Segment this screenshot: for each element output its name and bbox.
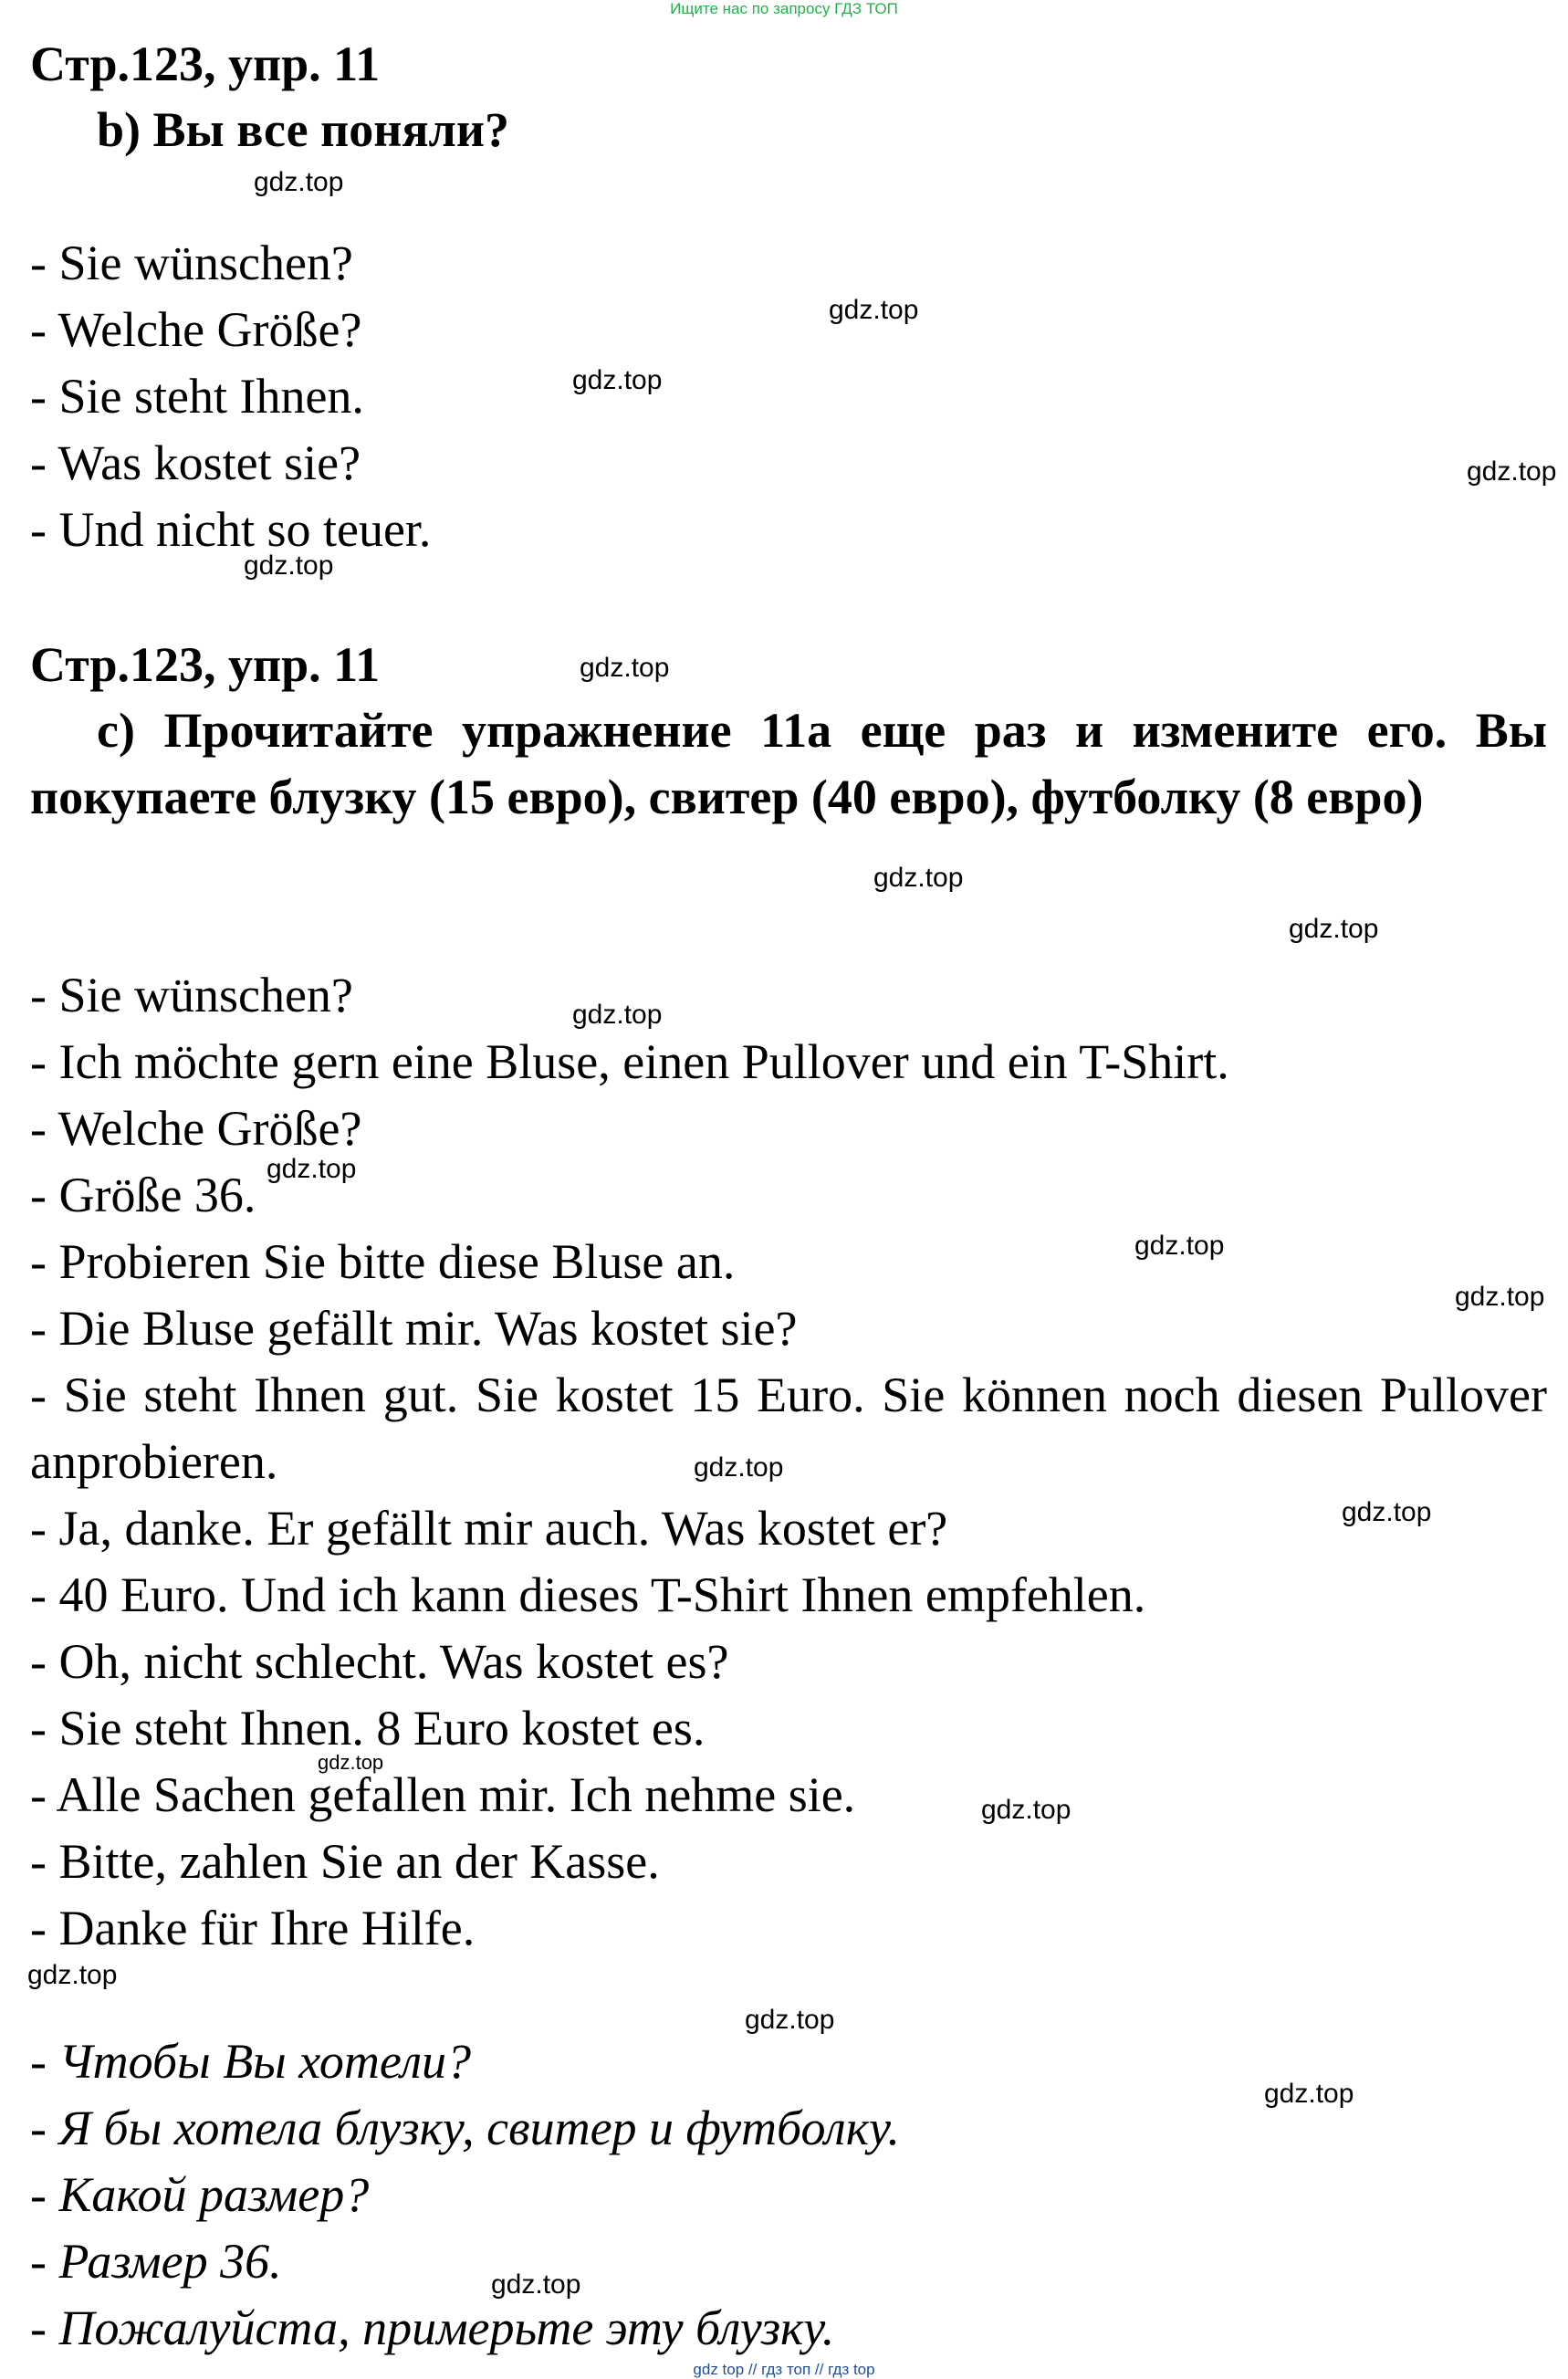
dialog-line: - Sie wünschen? — [30, 968, 353, 1022]
dialog-line: - Ja, danke. Er gefällt mir auch. Was kostet er? — [30, 1501, 948, 1556]
dialog-line: - Welche Größe? — [30, 302, 362, 357]
dialog-paragraph: - Sie steht Ihnen gut. Sie kostet 15 Euro. Sie können noch diesen Pullover anprobieren. — [30, 1368, 1547, 1489]
dialog-line: - Probieren Sie bitte diese Bluse an. — [30, 1234, 736, 1289]
watermark: gdz.top — [491, 2269, 581, 2300]
dialog-line: - Bitte, zahlen Sie an der Kasse. — [30, 1834, 660, 1889]
translation-line: - Пожалуйста, примерьте эту блузку. — [30, 2300, 835, 2355]
dialog-line: - Sie steht Ihnen. — [30, 369, 364, 424]
watermark: gdz.top — [244, 550, 334, 581]
watermark: gdz.top — [1342, 1497, 1432, 1527]
watermark: gdz.top — [1289, 914, 1379, 944]
dialog-line: - Welche Größe? — [30, 1101, 362, 1156]
section-b-heading: Стр.123, упр. 11 — [30, 37, 381, 91]
translation-line: - Какой размер? — [30, 2167, 370, 2222]
dialog-line: - Die Bluse gefällt mir. Was kostet sie? — [30, 1301, 798, 1356]
watermark: gdz.top — [1455, 1282, 1545, 1312]
dialog-line: - Größe 36. — [30, 1168, 256, 1222]
watermark: gdz.top — [267, 1154, 357, 1184]
section-c-task: c) Прочитайте упражнение 11a еще раз и измените его. Вы покупаете блузку (15 евро), свитер (40 евро), футболку (8 евро) — [30, 703, 1547, 824]
dialog-line: - 40 Euro. Und ich kann dieses T-Shirt Ihnen empfehlen. — [30, 1567, 1146, 1622]
translation-line: - Чтобы Вы хотели? — [30, 2034, 472, 2089]
watermark: gdz.top — [873, 863, 964, 893]
watermark: gdz.top — [829, 295, 919, 325]
dialog-line: - Alle Sachen gefallen mir. Ich nehme sie. — [30, 1767, 856, 1822]
dialog-line: - Sie wünschen? — [30, 236, 353, 290]
dialog-line: - Danke für Ihre Hilfe. — [30, 1901, 476, 1955]
watermark: gdz.top — [1134, 1231, 1225, 1261]
watermark: gdz.top — [254, 167, 344, 197]
translation-line: - Размер 36. — [30, 2234, 282, 2289]
watermark: gdz.top — [1467, 456, 1557, 487]
dialog-line: - Ich möchte gern eine Bluse, einen Pullover und ein T-Shirt. — [30, 1034, 1229, 1089]
watermark: gdz.top — [572, 365, 663, 395]
footer-links[interactable]: gdz top // гдз топ // гдз top — [693, 2361, 875, 2378]
watermark: gdz.top — [572, 1000, 663, 1030]
dialog-line: - Und nicht so teuer. — [30, 502, 432, 557]
translation-line: - Я бы хотела блузку, свитер и футболку. — [30, 2101, 901, 2155]
watermark: gdz.top — [694, 1452, 784, 1483]
watermark: gdz.top — [580, 653, 670, 683]
dialog-line: - Was kostet sie? — [30, 435, 361, 490]
watermark: gdz.top — [1264, 2079, 1354, 2109]
section-b-task: b) Вы все поняли? — [97, 102, 509, 157]
dialog-line: - Oh, nicht schlecht. Was kostet es? — [30, 1634, 729, 1689]
section-c-heading: Стр.123, упр. 11 — [30, 637, 381, 692]
watermark: gdz.top — [981, 1795, 1071, 1825]
top-notice[interactable]: Ищите нас по запросу ГДЗ ТОП — [670, 0, 898, 17]
dialog-line: - Sie steht Ihnen. 8 Euro kostet es. — [30, 1701, 706, 1755]
watermark: gdz.top — [27, 1960, 118, 1990]
watermark: gdz.top — [745, 2005, 835, 2035]
watermark: gdz.top — [318, 1751, 384, 1774]
